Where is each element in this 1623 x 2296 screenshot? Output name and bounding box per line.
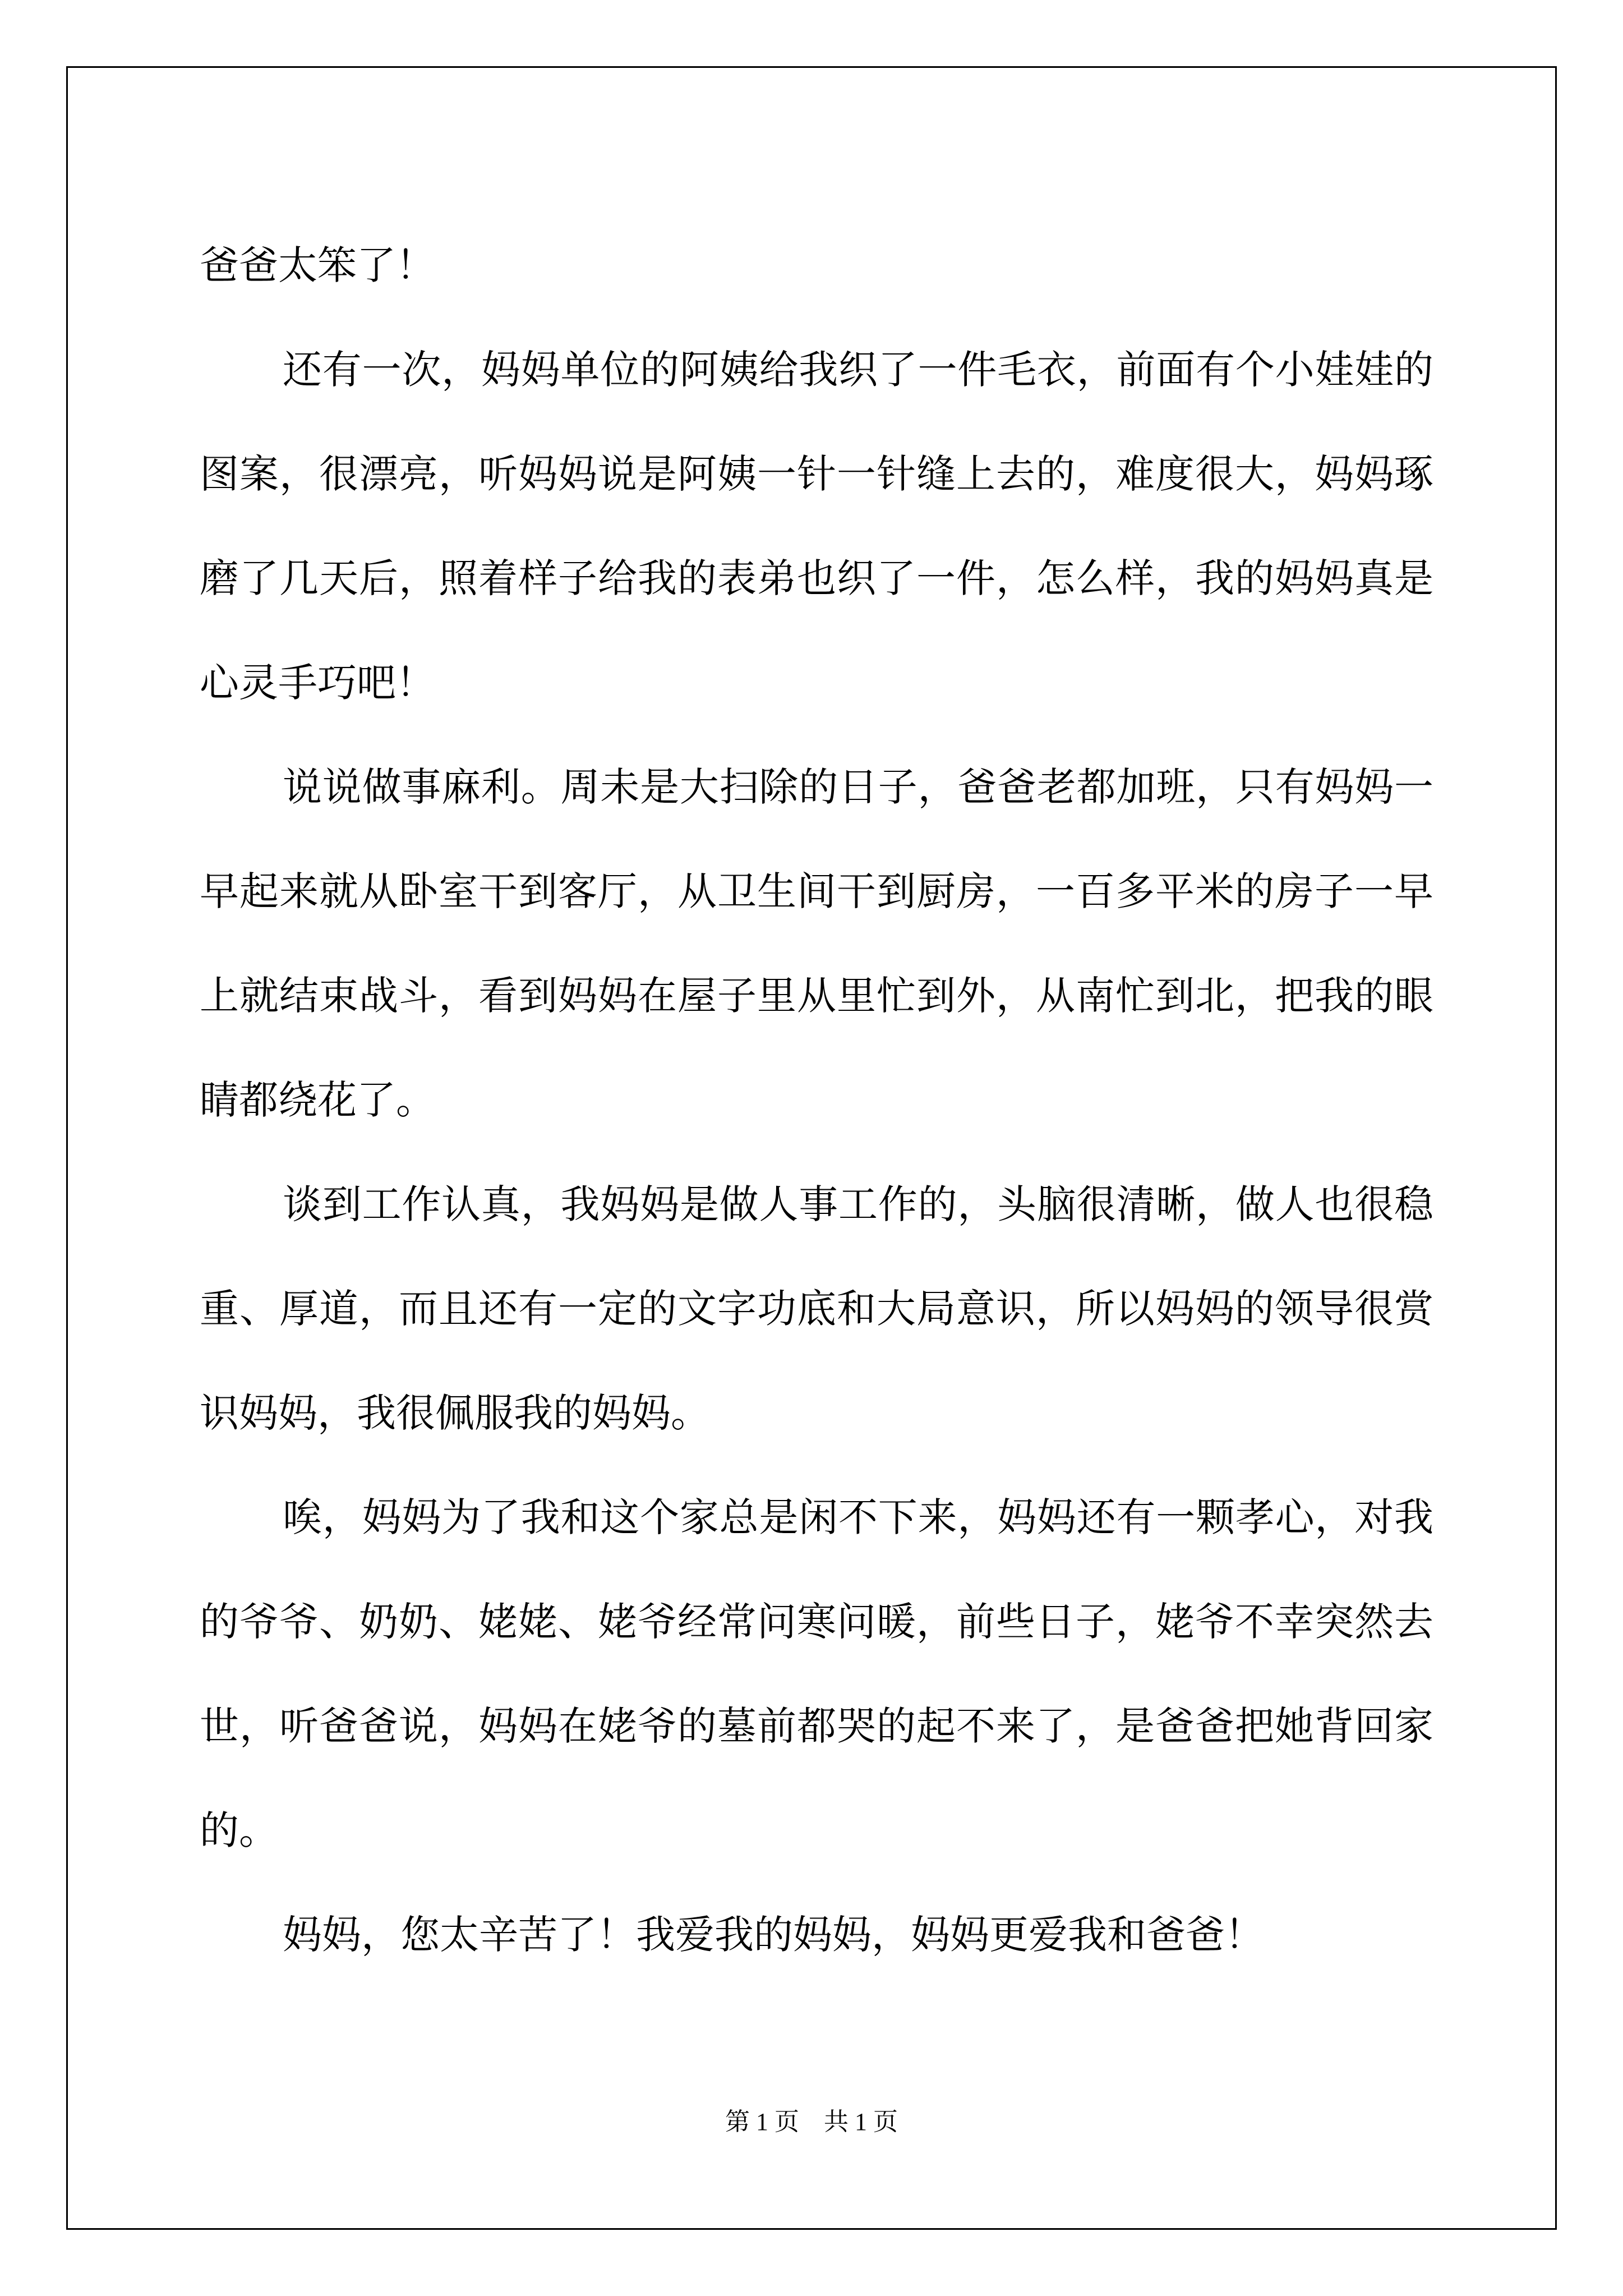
- document-body: [200, 213, 1433, 1987]
- paragraph-2: 还有一次，妈妈单位的阿姨给我织了一件毛衣，前面有个小娃娃的图案，很漂亮，听妈妈说是阿姨一针一针缝上去的，难度很大，妈妈琢磨了几天后，照着样子给我的表弟也织了一件，怎么样，我的妈妈真是心灵手巧吧！: [200, 347, 1433, 706]
- paragraph-5: 唉，妈妈为了我和这个家总是闲不下来，妈妈还有一颗孝心，对我的爷爷、奶奶、姥姥、姥爷经常问寒问暖，前些日子，姥爷不幸突然去世，听爸爸说，妈妈在姥爷的墓前都哭的起不来了，是爸爸把她背回家的。: [200, 1494, 1433, 1853]
- paragraph-6: 妈妈，您太辛苦了！我爱我的妈妈，妈妈更爱我和爸爸！: [283, 1912, 1264, 1958]
- paragraph-4: 谈到工作认真，我妈妈是做人事工作的，头脑很清晰，做人也很稳重、厚道，而且还有一定的文字功底和大局意识，所以妈妈的领导很赏识妈妈，我很佩服我的妈妈。: [200, 1181, 1433, 1436]
- page-number-footer: 第 1 页 共 1 页: [725, 2108, 898, 2136]
- paragraph-3: 说说做事麻利。周未是大扫除的日子，爸爸老都加班，只有妈妈一早起来就从卧室干到客厅，从卫生间干到厨房，一百多平米的房子一早上就结束战斗，看到妈妈在屋子里从里忙到外，从南忙到北，把我的眼睛都绕花了。: [200, 764, 1433, 1123]
- paragraph-1: 爸爸太笨了！: [200, 242, 435, 288]
